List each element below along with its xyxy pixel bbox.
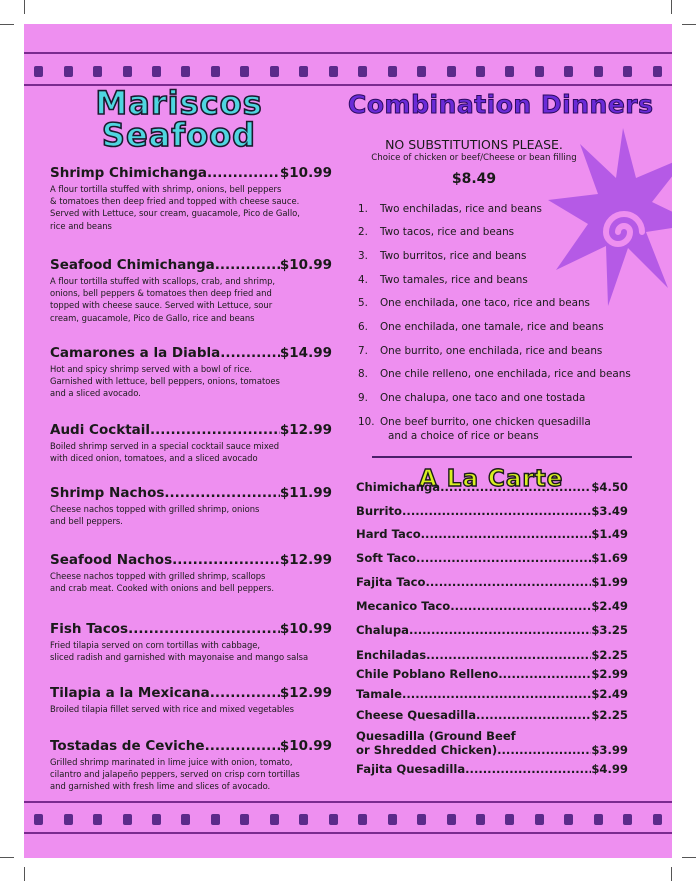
leader-dots [465,762,591,776]
border-block [535,814,544,825]
border-block [240,814,249,825]
carte-item-price: $2.49 [591,687,628,701]
combination-item-continued: and a choice of rice or beans [388,430,539,442]
description-line: cilantro and jalapeño peppers, served on crisp corn tortillas [50,769,300,780]
carte-item-price: $4.50 [591,480,628,494]
leader-dots [498,667,591,681]
top-border-line [24,52,672,54]
carte-item-price: $4.99 [591,762,628,776]
border-block [329,66,338,77]
leader-dots [476,708,591,722]
carte-item-price: $1.69 [591,551,628,565]
section-divider [372,456,632,458]
seafood-title-line1: Mariscos [95,84,263,122]
description-line: Boiled shrimp served in a special cocktail sauce mixed [50,441,280,451]
carte-item [356,504,628,518]
border-block [447,66,456,77]
leader-dots [128,621,280,638]
seafood-item-name: Fish Tacos [50,621,129,637]
crop-mark [0,24,14,25]
border-block [93,66,102,77]
combination-item-text: Two tamales, rice and beans [380,274,528,286]
border-block [64,66,73,77]
border-block [594,814,603,825]
combination-item-number: 2. [358,226,368,238]
carte-item [356,708,628,722]
carte-item-name: Tamale [356,687,402,701]
leader-dots [150,422,280,439]
description-line: Cheese nachos topped with grilled shrimp, scallops [50,571,266,581]
description-line: rice and beans [50,220,112,231]
border-block [417,66,426,77]
border-block [564,814,573,825]
leader-dots [421,527,592,541]
description-line: onions, bell peppers & tomatoes then deep fried and [50,288,272,299]
carte-item-price: $2.25 [591,708,628,722]
seafood-item-description [50,183,332,232]
border-block [152,814,161,825]
description-line: cream, guacamole, Pico de Gallo, rice and beans [50,312,255,323]
description-line: Broiled tilapia fillet served with rice and mixed vegetables [50,704,294,714]
combination-item-number: 8. [358,368,368,380]
carte-item-name-line2: or Shredded Chicken) [356,743,498,757]
crop-mark [24,0,25,14]
seafood-item [50,422,332,464]
border-block [417,814,426,825]
border-block [34,66,43,77]
crop-mark [24,867,25,881]
border-block [270,66,279,77]
combination-item-text: One burrito, one enchilada, rice and beans [380,345,603,357]
border-block [211,66,220,77]
carte-item [356,743,628,757]
carte-item [356,687,628,701]
seafood-item-description [50,703,332,715]
description-line: topped with cheese sauce. Served with Lettuce, sour [50,300,273,311]
carte-item-price: $3.49 [591,504,628,518]
combination-item [358,416,591,428]
carte-item [356,527,628,541]
border-block [181,66,190,77]
border-block [299,66,308,77]
border-block [211,814,220,825]
description-line: and crab meat. Cooked with onions and bell peppers. [50,583,274,594]
description-line: Garnished with lettuce, bell peppers, onions, tomatoes [50,376,280,387]
border-block [152,66,161,77]
combination-item-text: One beef burrito, one chicken quesadilla [380,416,591,428]
top-border-blocks [24,64,672,78]
carte-item-price: $2.25 [591,648,628,662]
carte-item-price: $1.49 [591,527,628,541]
carte-item [356,551,628,565]
carte-item [356,667,628,681]
description-line: A flour tortilla stuffed with scallops, crab, and shrimp, [50,276,276,286]
crop-mark [671,867,672,881]
border-block [388,66,397,77]
leader-dots [215,257,280,274]
seafood-item-description [50,639,332,663]
seafood-item [50,257,332,324]
carte-item-name: Chimichanga [356,480,441,494]
seafood-title-line2: Seafood [101,116,257,154]
combination-item-text: Two enchiladas, rice and beans [380,203,542,215]
carte-item [356,599,628,613]
seafood-item [50,621,332,663]
seafood-item-description [50,275,332,324]
seafood-item-price: $10.99 [279,165,332,181]
description-line: and garnished with fresh lime and slices of avocado. [50,781,271,792]
combination-item-text: One enchilada, one taco, rice and beans [380,297,590,309]
carte-item-name: Mecanico Taco [356,599,451,613]
carte-title: A La Carte [419,466,564,492]
leader-dots [426,648,591,662]
seafood-item-description [50,756,332,793]
combination-item [358,274,528,286]
border-block [123,814,132,825]
seafood-item-description [50,503,332,527]
carte-item [356,623,628,637]
combination-item-number: 9. [358,392,368,404]
seafood-item-name: Tilapia a la Mexicana [50,685,210,701]
description-line: Served with Lettuce, sour cream, guacamole, Pico de Gallo, [50,208,300,219]
leader-dots [426,575,592,589]
leader-dots [416,551,591,565]
description-line: Hot and spicy shrimp served with a bowl of rice. [50,364,253,374]
leader-dots [164,485,280,502]
seafood-item [50,685,332,715]
seafood-item-description [50,363,332,400]
combination-item [358,250,526,262]
seafood-item-price: $12.99 [279,422,332,438]
border-block [64,814,73,825]
leader-dots [402,687,591,701]
border-block [653,814,662,825]
carte-item [356,648,628,662]
seafood-item [50,738,332,793]
border-block [388,814,397,825]
border-block [653,66,662,77]
carte-item-name: Cheese Quesadilla [356,708,477,722]
leader-dots [497,743,591,757]
border-block [329,814,338,825]
combination-item [358,297,590,309]
carte-item [356,575,628,589]
description-line: with diced onion, tomatoes, and a sliced avocado [50,453,258,464]
leader-dots [440,480,591,494]
carte-item [356,480,628,494]
description-line: Cheese nachos topped with grilled shrimp, onions [50,504,260,514]
carte-item-name: Soft Taco [356,551,417,565]
seafood-item-price: $10.99 [279,257,332,273]
border-block [564,66,573,77]
seafood-item-price: $10.99 [279,738,332,754]
combination-item [358,368,631,380]
combination-item-text: One enchilada, one tamale, rice and beans [380,321,604,333]
seafood-item [50,345,332,400]
menu-page [24,24,672,858]
carte-item-name: Chile Poblano Relleno [356,667,499,681]
combination-subnote: Choice of chicken or beef/Cheese or bean filling [371,153,577,163]
border-block [623,66,632,77]
seafood-item-description [50,570,332,594]
border-block [358,66,367,77]
border-block [358,814,367,825]
seafood-item [50,552,332,594]
carte-item-name: Enchiladas [356,648,427,662]
leader-dots [210,685,280,702]
combination-item-number: 7. [358,345,368,357]
combination-item-text: Two burritos, rice and beans [380,250,527,262]
carte-item-price: $2.49 [591,599,628,613]
combination-item-number: 1. [358,203,368,215]
combination-note: NO SUBSTITUTIONS PLEASE. [385,137,563,152]
seafood-item-price: $10.99 [279,621,332,637]
leader-dots [207,165,280,182]
seafood-item-name: Tostadas de Ceviche [50,738,205,754]
crop-mark [682,857,696,858]
bottom-border-line [24,832,672,834]
crop-mark [0,857,14,858]
carte-item-name-line1 [356,729,516,743]
seafood-item [50,165,332,232]
border-block [623,814,632,825]
border-block [447,814,456,825]
leader-dots [205,738,280,755]
seafood-item [50,485,332,527]
bottom-border-line [24,801,672,803]
border-block [476,814,485,825]
combination-item [358,321,604,333]
combination-item-number: 6. [358,321,368,333]
combination-item-number: 4. [358,274,368,286]
crop-mark [682,24,696,25]
carte-item-price: $1.99 [591,575,628,589]
border-block [299,814,308,825]
bottom-border-blocks [24,812,672,826]
carte-item [356,762,628,776]
description-line: sliced radish and garnished with mayonaise and mango salsa [50,652,309,663]
combination-item-text: Two tacos, rice and beans [380,226,515,238]
carte-item-name: Burrito [356,504,403,518]
border-block [181,814,190,825]
combination-item-text: One chile relleno, one enchilada, rice and beans [380,368,631,380]
border-block [123,66,132,77]
seafood-item-description [50,440,332,464]
border-block [505,814,514,825]
seafood-item-name: Seafood Chimichanga [50,257,215,273]
border-block [476,66,485,77]
carte-item-name: Chalupa [356,623,409,637]
seafood-item-name: Shrimp Nachos [50,485,165,501]
border-block [240,66,249,77]
leader-dots [172,552,280,569]
border-block [535,66,544,77]
seafood-item-name: Camarones a la Diabla [50,345,221,361]
combination-title: Combination Dinners [348,90,654,119]
carte-item-price: $2.99 [591,667,628,681]
carte-item-price: $3.99 [591,743,628,757]
description-line: Fried tilapia served on corn tortillas with cabbage, [50,640,261,650]
description-line: & tomatoes then deep fried and topped with cheese sauce. [50,196,300,207]
leader-dots [409,623,591,637]
seafood-item-price: $14.99 [279,345,332,361]
carte-item-name: Hard Taco [356,527,421,541]
carte-item-name: Fajita Quesadilla [356,762,466,776]
seafood-item-price: $12.99 [279,552,332,568]
combination-item [358,345,602,357]
combination-item-number: 10. [358,416,375,428]
leader-dots [220,345,280,362]
seafood-item-name: Shrimp Chimichanga [50,165,207,181]
border-block [34,814,43,825]
combination-item-number: 3. [358,250,368,262]
combination-price: $8.49 [451,171,497,187]
description-line: A flour tortilla stuffed with shrimp, onions, bell peppers [50,184,282,194]
carte-item-name: Fajita Taco [356,575,426,589]
description-line: and bell peppers. [50,516,123,527]
seafood-item-price: $11.99 [279,485,332,501]
crop-mark [671,0,672,14]
seafood-item-name: Seafood Nachos [50,552,173,568]
combination-item-text: One chalupa, one taco and one tostada [380,392,586,404]
description-line: and a sliced avocado. [50,388,141,399]
border-block [270,814,279,825]
seafood-item-price: $12.99 [279,685,332,701]
leader-dots [450,599,591,613]
combination-item-number: 5. [358,297,368,309]
border-block [594,66,603,77]
seafood-item-name: Audi Cocktail [50,422,151,438]
carte-item-name: Quesadilla (Ground Beef [356,729,516,743]
description-line: Grilled shrimp marinated in lime juice with onion, tomato, [50,757,293,767]
border-block [93,814,102,825]
leader-dots [402,504,591,518]
combination-item [358,392,585,404]
carte-item-price: $3.25 [591,623,628,637]
combination-item [358,226,514,238]
combination-item [358,203,542,215]
border-block [505,66,514,77]
